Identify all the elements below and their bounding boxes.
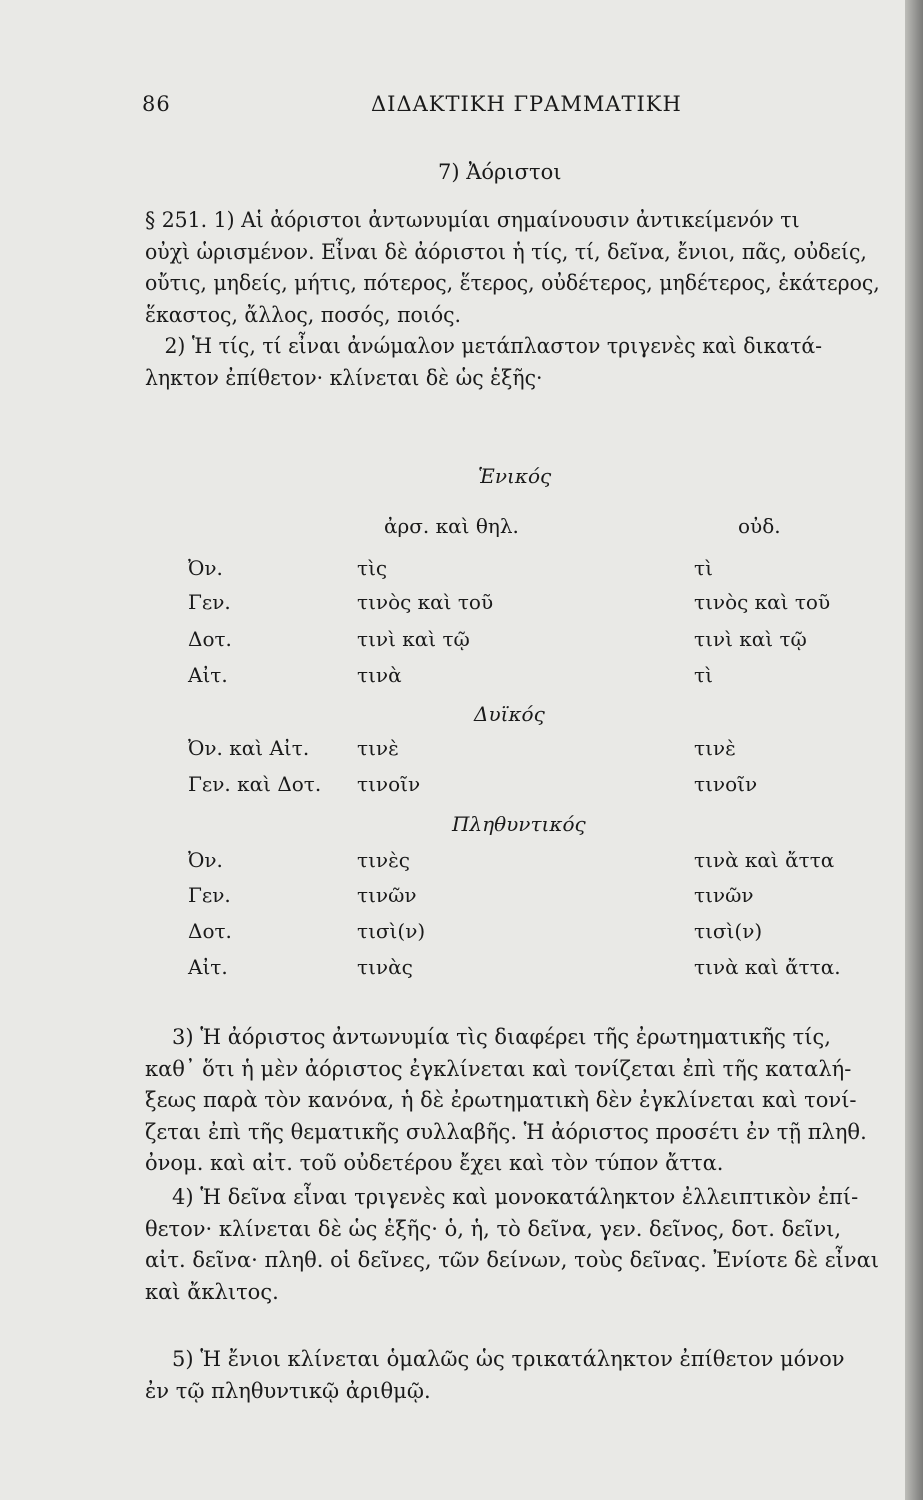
case-label: Ὀν. xyxy=(188,848,223,872)
text-line: 2) Ἡ τίς, τί εἶναι ἀνώμαλον μετάπλαστον τριγενὲς καὶ δικατά- xyxy=(164,334,823,358)
paragraph-251 xyxy=(145,205,901,394)
form-neuter: τὶ xyxy=(694,663,713,687)
running-title: ΔΙΔΑΚΤΙΚΗ ΓΡΑΜΜΑΤΙΚΗ xyxy=(371,92,682,116)
text-line: καθ᾽ ὅτι ἡ μὲν ἀόριστος ἐγκλίνεται καὶ τονίζεται ἐπὶ τῆς καταλή- xyxy=(145,1056,852,1081)
case-label: Γεν. καὶ Δοτ. xyxy=(188,772,322,796)
text-line: ξεως παρὰ τὸν κανόνα, ἡ δὲ ἐρωτηματικὴ δὲν ἐγκλίνεται καὶ τονί- xyxy=(145,1088,857,1112)
form-masc-fem: τινοῖν xyxy=(357,772,421,796)
page-number: 86 xyxy=(142,92,171,116)
case-label: Γεν. xyxy=(188,590,231,614)
form-masc-fem: τισὶ(ν) xyxy=(357,919,426,943)
text-line: 5) Ἡ ἔνιοι κλίνεται ὁμαλῶς ὡς τρικατάληκτον ἐπίθετον μόνον xyxy=(172,1347,845,1371)
form-masc-fem: τινὰς xyxy=(357,955,413,979)
page-edge-shadow xyxy=(905,0,923,1500)
dual-title: Δυϊκός xyxy=(474,702,545,726)
text-line: ἕκαστος, ἄλλος, ποσός, ποιός. xyxy=(145,302,462,327)
singular-title: Ἑνικός xyxy=(478,464,552,488)
column-header-masc-fem: ἀρσ. καὶ θηλ. xyxy=(384,514,519,538)
form-masc-fem: τινὲ xyxy=(357,736,399,760)
section-title: 7) Ἀόριστοι xyxy=(438,160,562,184)
form-neuter: τινὰ καὶ ἄττα xyxy=(694,848,835,872)
form-masc-fem: τινὶ καὶ τῷ xyxy=(357,627,470,651)
form-masc-fem: τὶς xyxy=(357,556,388,580)
text-line: § 251. 1) Αἱ ἀόριστοι ἀντωνυμίαι σημαίνουσιν ἀντικείμενόν τι xyxy=(145,208,800,232)
text-line: αἰτ. δεῖνα· πληθ. οἱ δεῖνες, τῶν δείνων, τοὺς δεῖνας. Ἐνίοτε δὲ εἶναι xyxy=(145,1248,880,1272)
text-line: 3) Ἡ ἀόριστος ἀντωνυμία τὶς διαφέρει τῆς ἐρωτηματικῆς τίς, xyxy=(172,1025,831,1049)
paragraph-3 xyxy=(145,1022,867,1180)
form-neuter: τινὲ xyxy=(694,736,736,760)
paragraph-4 xyxy=(145,1182,879,1308)
text-line: 4) Ἡ δεῖνα εἶναι τριγενὲς καὶ μονοκατάληκτον ἐλλειπτικὸν ἐπί- xyxy=(172,1185,859,1209)
text-line: ἐν τῷ πληθυντικῷ ἀριθμῷ. xyxy=(145,1378,431,1403)
case-label: Ὀν. xyxy=(188,556,223,580)
case-label: Γεν. xyxy=(188,883,231,907)
text-line: οὐχὶ ὡρισμένον. Εἶναι δὲ ἀόριστοι ἡ τίς, τί, δεῖνα, ἔνιοι, πᾶς, οὐδείς, xyxy=(145,239,867,264)
case-label: Δοτ. xyxy=(188,627,232,651)
text-line: θετον· κλίνεται δὲ ὡς ἑξῆς· ὁ, ἡ, τὸ δεῖνα, γεν. δεῖνος, δοτ. δεῖνι, xyxy=(145,1216,842,1241)
paragraph-5 xyxy=(145,1344,845,1407)
form-neuter: τινοῖν xyxy=(694,772,758,796)
form-neuter: τὶ xyxy=(694,556,713,580)
case-label: Ὀν. καὶ Αἰτ. xyxy=(188,736,310,760)
plural-title: Πληθυντικός xyxy=(452,812,586,836)
case-label: Αἰτ. xyxy=(188,663,228,687)
form-neuter: τισὶ(ν) xyxy=(694,919,763,943)
form-masc-fem: τινὰ xyxy=(357,663,402,687)
form-neuter: τινῶν xyxy=(694,883,754,907)
text-line: οὔτις, μηδείς, μήτις, πότερος, ἕτερος, οὐδέτερος, μηδέτερος, ἑκάτερος, xyxy=(145,271,880,295)
form-masc-fem: τινῶν xyxy=(357,883,417,907)
form-neuter: τινὶ καὶ τῷ xyxy=(694,627,807,651)
form-neuter: τινὰ καὶ ἄττα. xyxy=(694,955,841,979)
form-neuter: τινὸς καὶ τοῦ xyxy=(694,590,831,614)
case-label: Αἰτ. xyxy=(188,955,228,979)
text-line: καὶ ἄκλιτος. xyxy=(145,1279,279,1304)
form-masc-fem: τινὸς καὶ τοῦ xyxy=(357,590,494,614)
column-header-neuter: οὐδ. xyxy=(738,514,781,538)
form-masc-fem: τινὲς xyxy=(357,848,410,872)
text-line: ζεται ἐπὶ τῆς θεματικῆς συλλαβῆς. Ἡ ἀόριστος προσέτι ἐν τῇ πληθ. xyxy=(145,1119,867,1144)
text-line: ὀνομ. καὶ αἰτ. τοῦ οὐδετέρου ἔχει καὶ τὸν τύπον ἄττα. xyxy=(145,1151,724,1175)
text-line: ληκτον ἐπίθετον· κλίνεται δὲ ὡς ἑξῆς· xyxy=(145,365,543,390)
case-label: Δοτ. xyxy=(188,919,232,943)
